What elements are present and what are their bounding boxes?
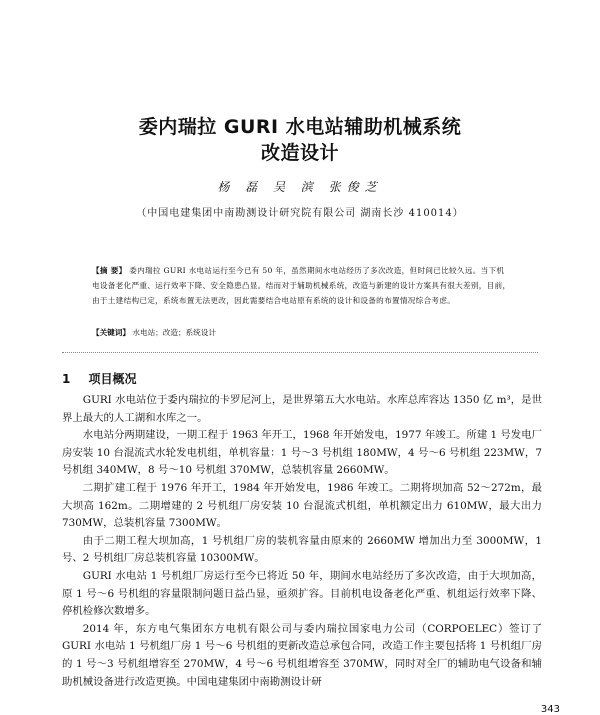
paragraph: GURI 水电站 1 号机组厂房运行至今已将近 50 年，期间水电站经历了多次改造，由于大坝加高，原 1 号～6 号机组的容量限制问题日益凸显，亟须扩容。目前机电设备老化严重、机组运行效率下降、停机检修次数增多。 bbox=[62, 569, 542, 618]
abstract-text: 委内瑞拉 GURI 水电站运行至今已有 50 年，虽然期间水电站经历了多次改造，但时间已比较久远。当下机电设备老化严重、运行效率下降、安全隐患凸显。结而对于辅助机械系统，改造与新建的设计方案具有很大差别，目前，由于土建结构已定，系统布置无法更改，因此需要结合电站原有系统的设计和设备的布置情况综合考虑。 bbox=[92, 266, 511, 305]
page-number: 343 bbox=[540, 704, 560, 715]
paragraph: 二期扩建工程于 1976 年开工，1984 年开始发电，1986 年竣工。二期将坝加高 52～272m，最大坝高 162m。二期增建的 2 号机组厂房安装 10 台混流式机组，单机额定出力 610MW，最大出力 730MW，总装机容量 7300MW。 bbox=[62, 481, 542, 530]
paragraph: GURI 水电站位于委内瑞拉的卡罗尼河上，是世界第五大水电站。水库总库容达 1350 亿 m³，是世界上最大的人工湖和水库之一。 bbox=[62, 394, 542, 424]
keywords-text: 水电站；改造；系统设计 bbox=[132, 328, 216, 337]
section-number: 1 bbox=[62, 372, 71, 386]
paragraph: 水电站分两期建设，一期工程于 1963 年开工，1968 年开始发电，1977 年竣工。所建 1 号发电厂房安装 10 台混流式水轮发电机组，单机容量：1 号～3 号机组 180MW，4 号～6 号机组 223MW，7 号机组 340MW，8 号～10 号机组 370MW，总装机容量 2660MW。 bbox=[62, 429, 542, 477]
paragraph: 由于二期工程大坝加高，1 号机组厂房的装机容量由原来的 2660MW 增加出力至 3000MW，1 号、2 号机组厂房总装机容量 10300MW。 bbox=[62, 534, 542, 565]
keywords-block bbox=[92, 326, 512, 340]
keywords-label: 【关键词】 bbox=[92, 328, 130, 337]
abstract-block bbox=[92, 263, 512, 308]
author-list: 杨 磊 吴 滨 张俊芝 bbox=[217, 180, 383, 194]
section-heading bbox=[62, 370, 137, 387]
affiliation: （中国电建集团中南勘测设计研究院有限公司 湖南长沙 410014） bbox=[136, 208, 464, 219]
paragraph: 2014 年，东方电气集团东方电机有限公司与委内瑞拉国家电力公司（CORPOELEC）签订了 GURI 水电站 1 号机组厂房 1 号～6 号机组的更新改造总承包合同，改造工作主要包括将 1 号机组厂房的 1 号～3 号机组增容至 270MW，4 号～6 号机组增容至 370MW，同时对全厂的辅助电气设备和辅助机械设备进行改造更换。中国电建集团中南勘测设计研 bbox=[62, 622, 542, 688]
body-text bbox=[62, 392, 542, 691]
section-divider bbox=[62, 352, 538, 353]
paper-title-line2: 改造设计 bbox=[260, 142, 339, 164]
abstract-label: 【摘 要】 bbox=[92, 266, 127, 275]
paper-title-line1: 委内瑞拉 GURI 水电站辅助机械系统 bbox=[138, 116, 462, 138]
section-title: 项目概况 bbox=[88, 372, 137, 386]
